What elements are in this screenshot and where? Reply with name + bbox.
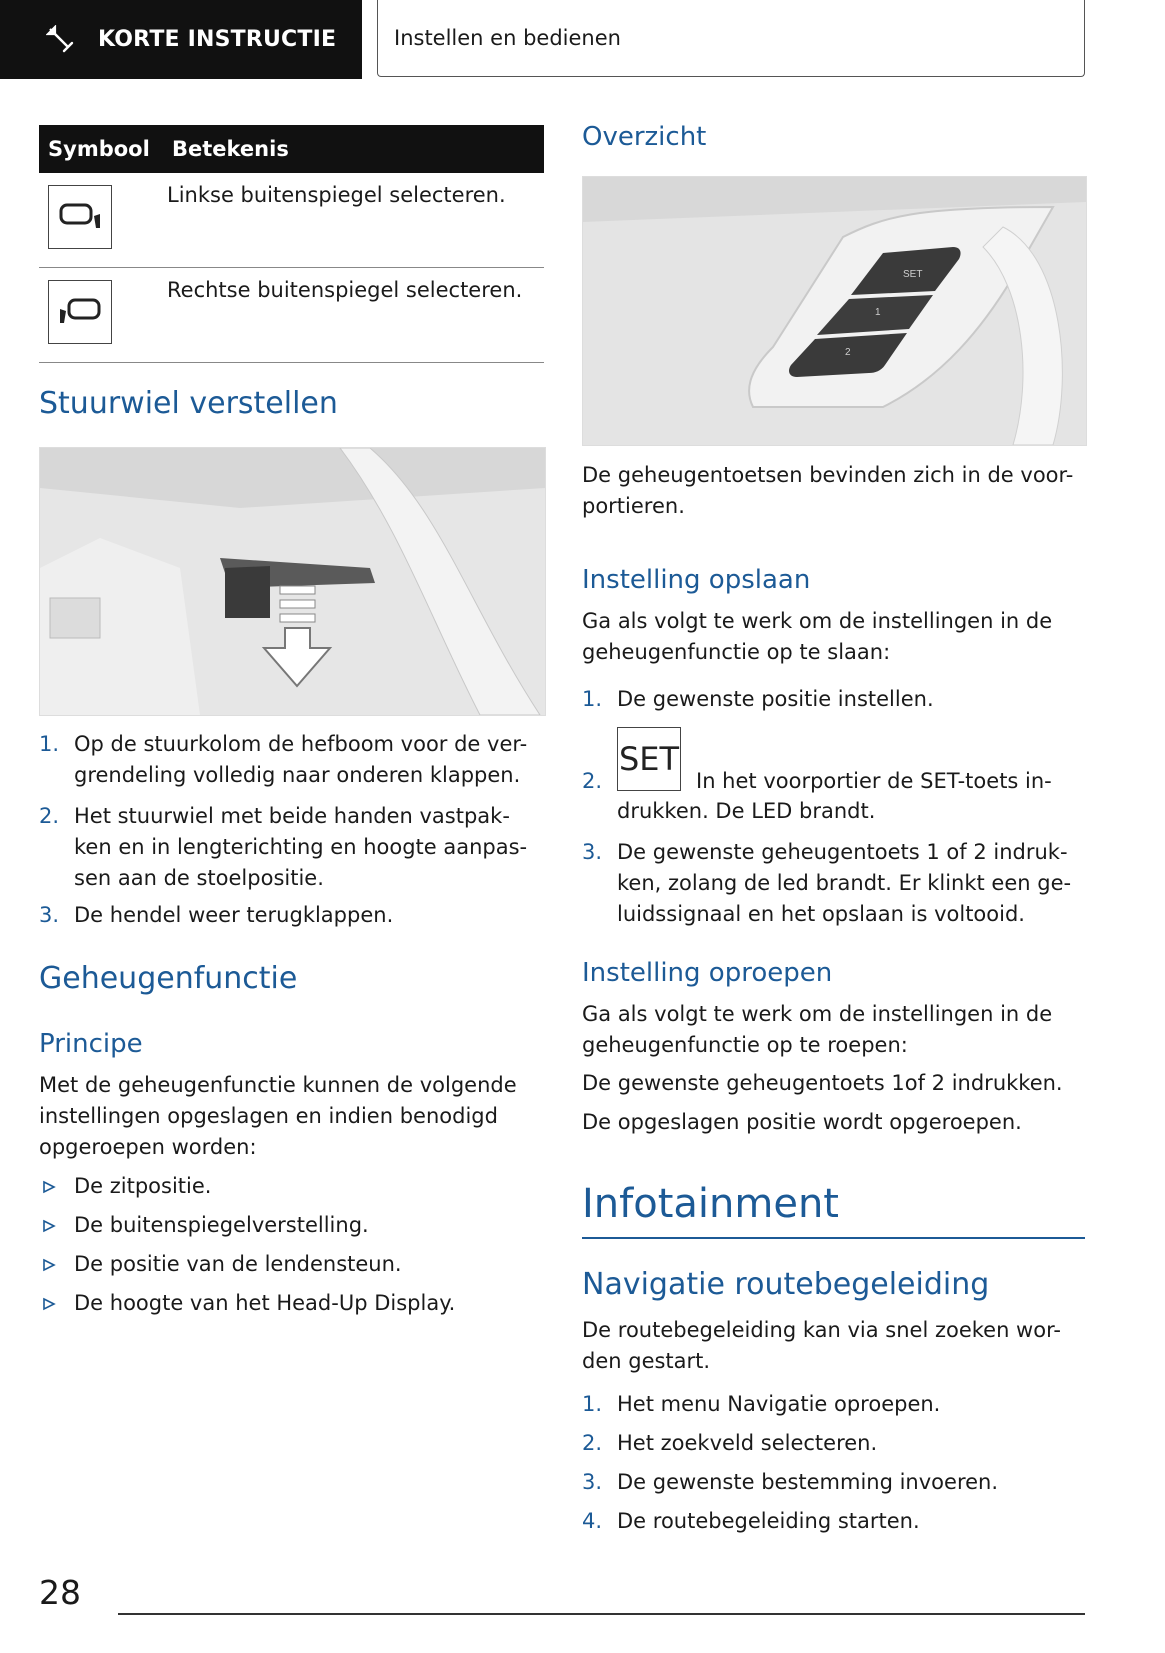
step-text: De gewenste bestemming invoeren. — [617, 1470, 999, 1494]
memory-buttons-illustration — [582, 176, 1087, 446]
step-text — [74, 729, 527, 791]
principle-heading: Principe — [39, 1029, 143, 1059]
set-button-label: SET — [903, 269, 923, 280]
step-number: 4. — [582, 1509, 603, 1533]
step-text: De routebegeleiding starten. — [617, 1509, 920, 1533]
bullet-text: De zitpositie. — [74, 1174, 212, 1198]
step-number-text: 2. — [582, 769, 603, 793]
steering-heading: Stuurwiel verstellen — [39, 386, 338, 421]
page-number: 28 — [39, 1573, 81, 1612]
text-line: portieren. — [582, 494, 685, 518]
step-line: Op de stuurkolom de hefboom voor de ver- — [74, 732, 528, 756]
bullet-text: De buitenspiegelverstelling. — [74, 1213, 369, 1237]
text-line: opgeroepen worden: — [39, 1135, 257, 1159]
save-heading: Instelling opslaan — [582, 565, 811, 595]
section-tab — [0, 0, 362, 79]
text-line: geheugenfunctie op te slaan: — [582, 640, 891, 664]
step-number: 2. — [39, 804, 60, 828]
memory-heading: Geheugenfunctie — [39, 961, 298, 996]
step-number: 1. — [582, 687, 603, 711]
memory-1-button-label: 1 — [875, 307, 881, 318]
subsection-title — [377, 0, 1085, 77]
triangle-bullet-icon — [42, 1219, 56, 1233]
set-button-icon — [617, 727, 681, 791]
symbol-meaning: Rechtse buitenspiegel selecteren. — [167, 278, 523, 302]
steering-column-illustration — [39, 447, 546, 716]
section-title: KORTE INSTRUCTIE — [98, 27, 337, 52]
step-text: De gewenste positie instellen. — [617, 687, 934, 711]
right-mirror-icon — [48, 280, 112, 344]
step-text — [74, 801, 527, 894]
list-item — [582, 1467, 1085, 1498]
column-header-symbol: Symbool — [48, 137, 150, 161]
set-label: SET — [618, 740, 680, 778]
text-line: den gestart. — [582, 1349, 711, 1373]
list-item — [582, 1506, 1085, 1537]
text-line: Ga als volgt te werk om de instellingen in de — [582, 609, 1053, 633]
table-row — [39, 268, 544, 363]
list-item — [582, 684, 1085, 715]
step-number: 3. — [582, 1470, 603, 1494]
step-line: grendeling volledig naar onderen klappen. — [74, 763, 521, 787]
step-number: 3. — [582, 840, 603, 864]
bullet-item — [39, 1210, 544, 1241]
text-line: Met de geheugenfunctie kunnen de volgende — [39, 1073, 517, 1097]
bullet-item — [39, 1288, 544, 1319]
list-item — [582, 837, 1085, 930]
step-number — [582, 766, 602, 797]
bullet-item — [39, 1171, 544, 1202]
section-divider — [582, 1237, 1085, 1239]
symbol-meaning: Linkse buitenspiegel selecteren. — [167, 183, 506, 207]
triangle-bullet-icon — [42, 1180, 56, 1194]
triangle-bullet-icon — [42, 1258, 56, 1272]
save-intro — [582, 606, 1085, 668]
overview-heading: Overzicht — [582, 122, 707, 152]
bullet-text: De hoogte van het Head-Up Display. — [74, 1291, 456, 1315]
quick-guide-icon — [46, 25, 76, 55]
memory-2-button-label: 2 — [845, 347, 851, 358]
list-item — [582, 727, 1085, 827]
symbol-table — [39, 125, 544, 363]
step-number: 2. — [582, 1431, 603, 1455]
text-line: geheugenfunctie op te roepen: — [582, 1033, 908, 1057]
step-number: 1. — [39, 732, 60, 756]
footer-divider — [118, 1613, 1085, 1615]
step-text: Het zoekveld selecteren. — [617, 1431, 878, 1455]
list-item — [39, 801, 544, 894]
step-text: In het voorportier de SET-toets in- — [696, 769, 1052, 793]
bullet-item — [39, 1249, 544, 1280]
list-item — [39, 729, 544, 791]
step-number: 3. — [39, 903, 60, 927]
table-row — [39, 173, 544, 268]
recall-heading: Instelling oproepen — [582, 958, 833, 988]
step-line: Het stuurwiel met beide handen vastpak- — [74, 804, 510, 828]
recall-line: De gewenste geheugentoets 1of 2 indrukken. — [582, 1071, 1063, 1095]
list-item — [39, 900, 544, 931]
left-mirror-icon — [48, 185, 112, 249]
recall-intro — [582, 999, 1085, 1061]
navigation-intro — [582, 1315, 1085, 1377]
step-line: De gewenste geheugentoets 1 of 2 indruk- — [617, 840, 1068, 864]
step-number: 1. — [582, 1392, 603, 1416]
list-item — [582, 1428, 1085, 1459]
step-line: ken, zolang de led brandt. Er klinkt een ge- — [617, 871, 1072, 895]
text-line: instellingen opgeslagen en indien benodigd — [39, 1104, 498, 1128]
list-item — [582, 1389, 1085, 1420]
table-header — [39, 125, 544, 173]
triangle-bullet-icon — [42, 1297, 56, 1311]
text-line: De routebegeleiding kan via snel zoeken wor- — [582, 1318, 1061, 1342]
overview-caption — [582, 460, 1085, 522]
step-text: Het menu Navigatie oproepen. — [617, 1392, 941, 1416]
step-text — [617, 837, 1071, 930]
step-text: drukken. De LED brandt. — [617, 799, 876, 823]
text-line: De geheugentoetsen bevinden zich in de voor- — [582, 463, 1074, 487]
step-text: De hendel weer terugklappen. — [74, 903, 394, 927]
step-line: sen aan de stoelpositie. — [74, 866, 324, 890]
principle-text — [39, 1070, 544, 1163]
bullet-text: De positie van de lendensteun. — [74, 1252, 402, 1276]
navigation-heading: Navigatie routebegeleiding — [582, 1267, 990, 1302]
step-line: ken en in lengterichting en hoogte aanpas- — [74, 835, 528, 859]
infotainment-heading: Infotainment — [582, 1181, 839, 1227]
subsection-label: Instellen en bedienen — [394, 26, 621, 50]
recall-line: De opgeslagen positie wordt opgeroepen. — [582, 1110, 1022, 1134]
text-line: Ga als volgt te werk om de instellingen in de — [582, 1002, 1053, 1026]
column-header-meaning: Betekenis — [172, 137, 289, 161]
step-line: luidssignaal en het opslaan is voltooid. — [617, 902, 1025, 926]
